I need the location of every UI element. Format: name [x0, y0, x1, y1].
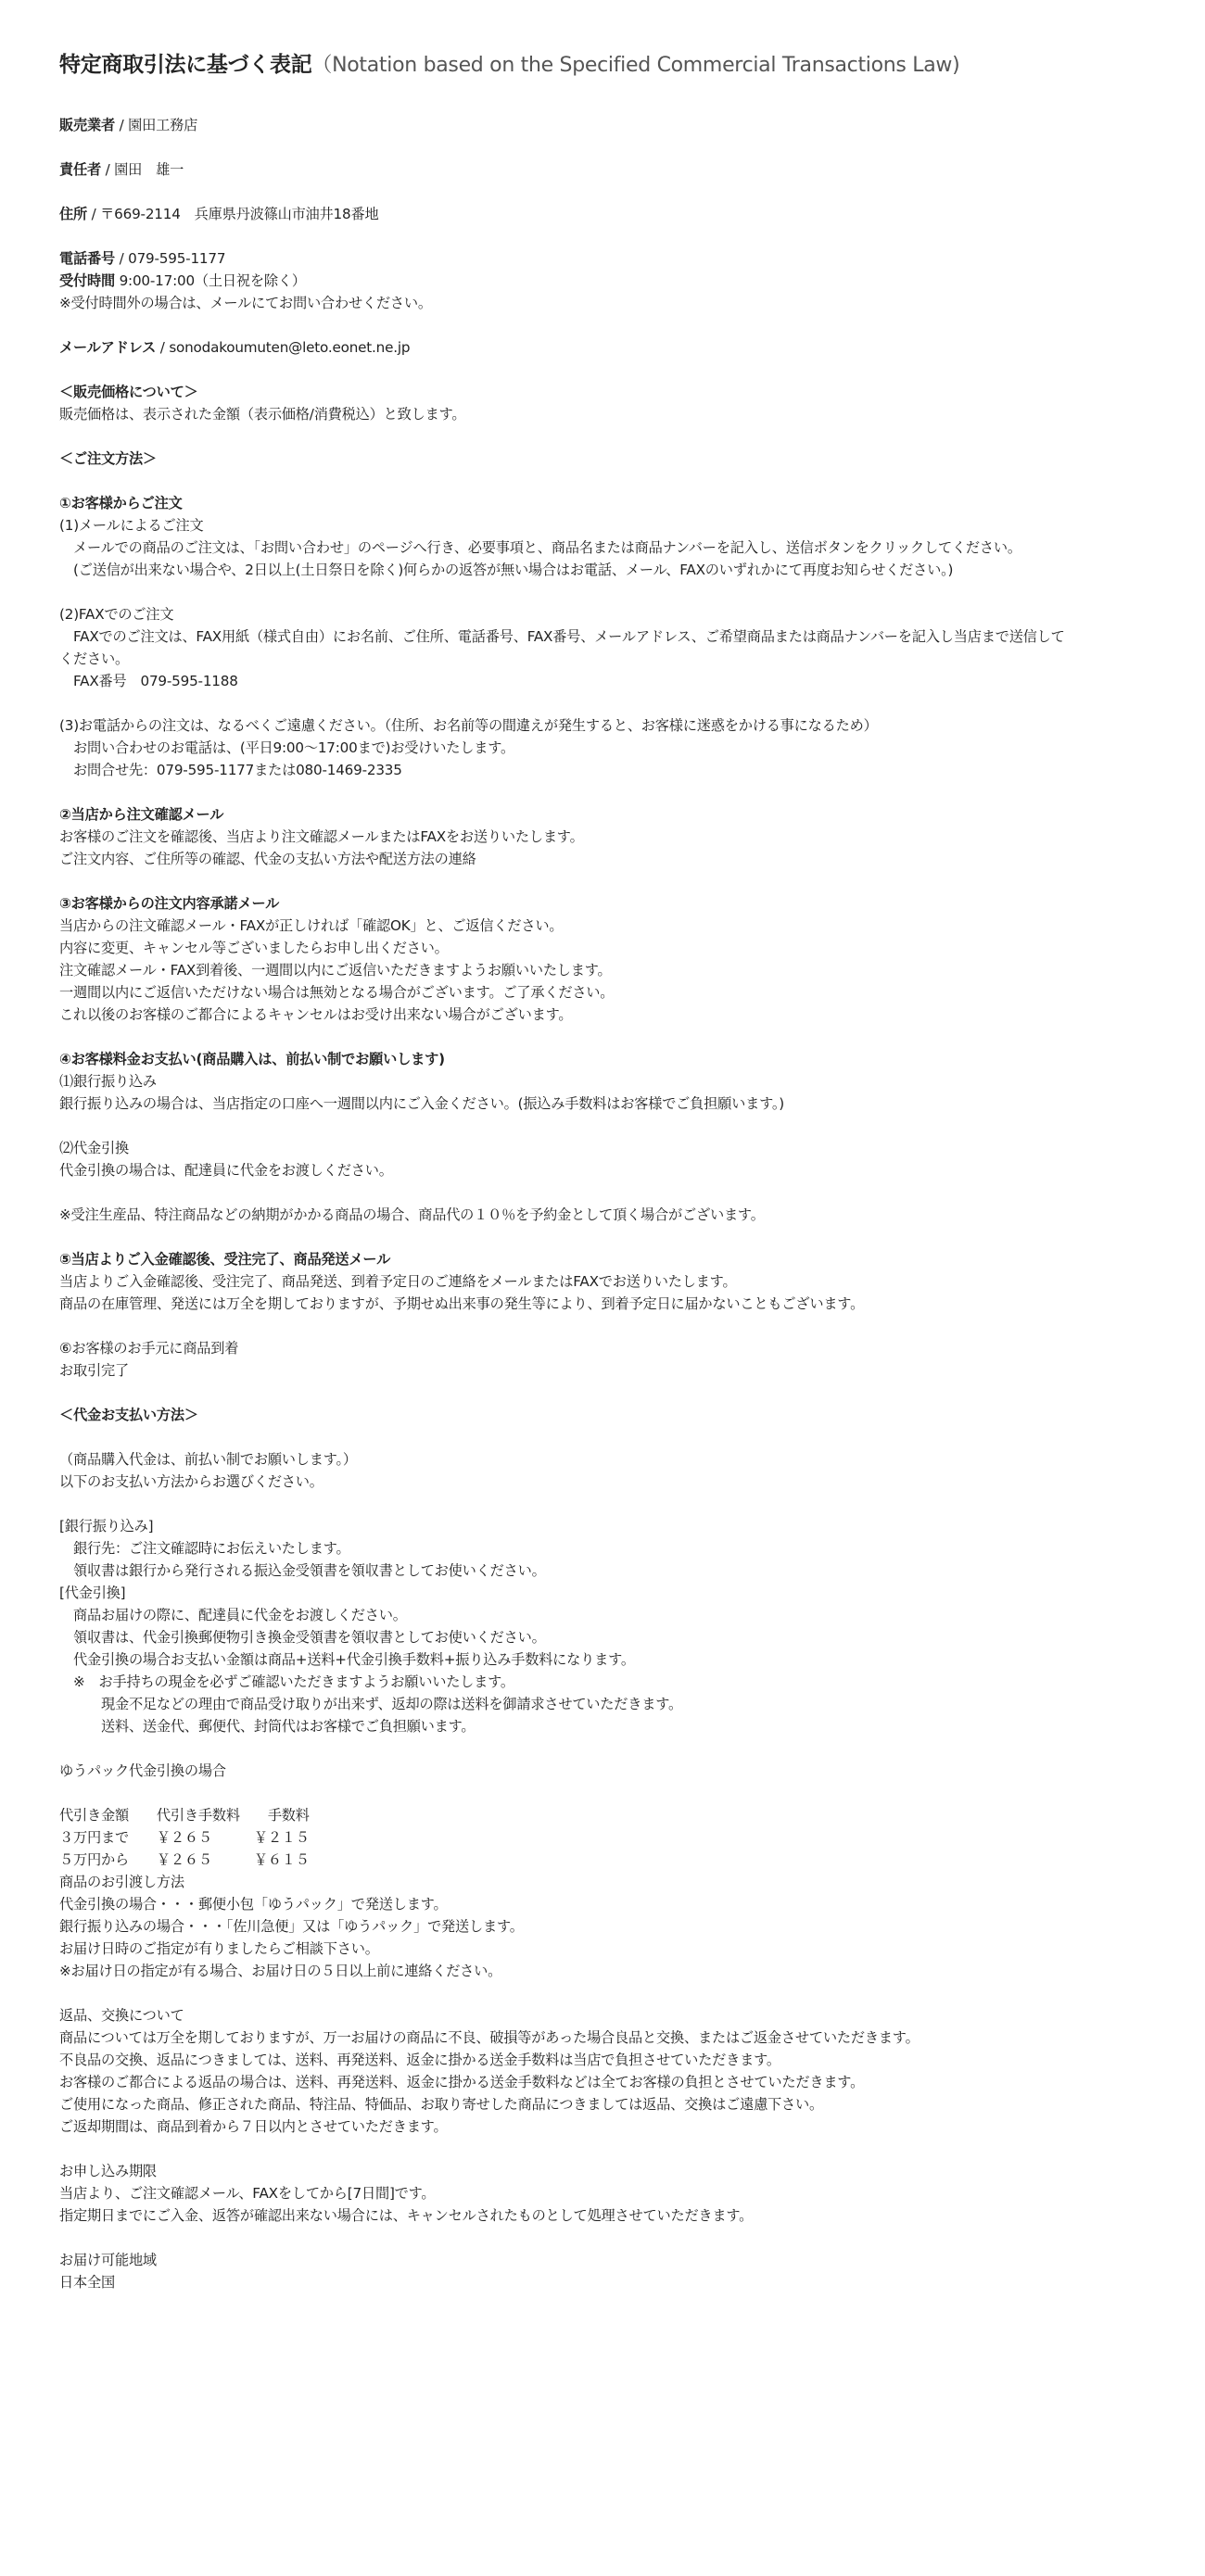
item-text: (2)FAXでのご注文 [59, 606, 174, 623]
text-line [59, 1204, 1153, 1226]
text-line [59, 1426, 1153, 1448]
item-text: （商品購入代金は、前払い制でお願いします。） [59, 1451, 357, 1468]
law-notation-page [59, 48, 1153, 2293]
text-line [59, 1159, 1153, 1181]
item-text: ⑵代金引換 [59, 1140, 129, 1156]
item-text: ご使用になった商品、修正された商品、特注品、特価品、お取り寄せした商品につきましては返品、交換はご遠慮下さい。 [59, 2096, 824, 2113]
text-line [59, 1938, 1153, 1960]
item-text: お届け日時のご指定が有りましたらご相談下さい。 [59, 1940, 379, 1957]
text-line [59, 1515, 1153, 1537]
text-line [59, 1471, 1153, 1493]
item-text: 銀行先：ご注文確認時にお伝えいたします。 [59, 1540, 350, 1557]
text-line [59, 2049, 1153, 2071]
item-label: ②当店から注文確認メール [59, 806, 224, 823]
text-line [59, 1671, 1153, 1693]
text-line [59, 1559, 1153, 1582]
item-label: メールアドレス [59, 339, 157, 356]
text-line [59, 314, 1153, 336]
notation-item [59, 448, 1153, 470]
item-label: ＜販売価格について＞ [59, 384, 198, 400]
item-text: ⑥お客様のお手元に商品到着 [59, 1340, 239, 1357]
notation-item [59, 336, 1153, 359]
text-line [59, 1137, 1153, 1159]
item-text: FAX番号 079-595-1188 [59, 673, 238, 689]
text-line [59, 559, 1153, 581]
text-line [59, 1315, 1153, 1337]
item-text: 返品、交換について [59, 2007, 184, 2024]
text-line [59, 2004, 1153, 2027]
item-text: [代金引換] [59, 1585, 126, 1601]
item-text: 内容に変更、キャンセル等ございましたらお申し出ください。 [59, 940, 449, 956]
text-line [59, 1782, 1153, 1804]
notation-item [59, 803, 1153, 826]
item-text: ⑴銀行振り込み [59, 1073, 157, 1090]
text-line [59, 1537, 1153, 1559]
text-line [59, 2160, 1153, 2182]
item-text: / sonodakoumuten@leto.eonet.ne.jp [156, 339, 411, 356]
text-line [59, 1226, 1153, 1248]
text-line [59, 915, 1153, 937]
text-line [59, 1115, 1153, 1137]
text-line [59, 870, 1153, 892]
item-text: 銀行振り込みの場合は、当店指定の口座へ一週間以内にご入金ください。(振込み手数料はお客様でご負担願います。) [59, 1095, 784, 1112]
text-line [59, 2227, 1153, 2249]
item-label: ⑤当店よりご入金確認後、受注完了、商品発送メール [59, 1251, 391, 1268]
item-text: 代金引換の場合お支払い金額は商品+送料+代金引換手数料+振り込み手数料になります。 [59, 1651, 635, 1668]
item-text: お届け可能地域 [59, 2252, 157, 2268]
text-line [59, 714, 1153, 737]
item-text: お取引完了 [59, 1362, 129, 1379]
item-text: ください。 [59, 650, 129, 667]
item-text: ※受付時間外の場合は、メールにてお問い合わせください。 [59, 295, 432, 311]
text-line [59, 537, 1153, 559]
text-line [59, 2204, 1153, 2227]
text-line [59, 1693, 1153, 1715]
item-text: 銀行振り込みの場合・・・「佐川急便」又は「ゆうパック」で発送します。 [59, 1918, 524, 1935]
text-line [59, 2271, 1153, 2293]
text-line [59, 826, 1153, 848]
item-text: 一週間以内にご返信いただけない場合は無効となる場合がございます。ご了承ください。 [59, 984, 615, 1001]
item-text: ご注文内容、ご住所等の確認、代金の支払い方法や配送方法の連絡 [59, 851, 476, 867]
item-text: 現金不足などの理由で商品受け取りが出来ず、返却の際は送料を御請求させていただきます。 [59, 1696, 683, 1712]
text-line [59, 1826, 1153, 1849]
item-text: / 079-595-1177 [114, 250, 226, 267]
notation-item [59, 1048, 1153, 1070]
text-line [59, 1337, 1153, 1359]
item-text: [銀行振り込み] [59, 1518, 154, 1534]
item-label: ＜ご注文方法＞ [59, 450, 157, 467]
text-line [59, 292, 1153, 314]
text-line [59, 1626, 1153, 1648]
item-text: 注文確認メール・FAX到着後、一週間以内にご返信いただきますようお願いいたします。 [59, 962, 612, 979]
item-text: お客様のご注文を確認後、当店より注文確認メールまたはFAXをお送りいたします。 [59, 828, 584, 845]
item-text: 送料、送金代、郵便代、封筒代はお客様でご負担願います。 [59, 1718, 476, 1735]
item-text: FAXでのご注文は、FAX用紙（様式自由）にお名前、ご住所、電話番号、FAX番号、メールアドレス、ご希望商品または商品ナンバーを記入し当店まで送信して [59, 628, 1065, 645]
item-label: 電話番号 [59, 250, 115, 267]
item-text: 領収書は、代金引換郵便物引き換金受領書を領収書としてお使いください。 [59, 1629, 546, 1646]
notation-body [59, 114, 1153, 2293]
text-line [59, 2138, 1153, 2160]
item-text: お客様のご都合による返品の場合は、送料、再発送料、返金に掛かる送金手数料などは全てお客様の負担とさせていただきます。 [59, 2074, 865, 2090]
notation-item [59, 203, 1153, 225]
text-line [59, 1648, 1153, 1671]
item-text: ５万円から ￥２６５ ￥６１５ [59, 1851, 310, 1868]
item-text: (ご送信が出来ない場合や、2日以上(土日祭日を除く)何らかの返答が無い場合はお電話、メール、FAXのいずれかにて再度お知らせください。) [59, 562, 954, 578]
text-line [59, 1804, 1153, 1826]
item-text: 日本全国 [59, 2274, 115, 2291]
text-line [59, 1893, 1153, 1915]
text-line [59, 514, 1153, 537]
page-title [59, 48, 1153, 82]
item-text: 不良品の交換、返品につきましては、送料、再発送料、返金に掛かる送金手数料は当店で負担させていただきます。 [59, 2052, 780, 2068]
item-text: ご返却期間は、商品到着から７日以内とさせていただきます。 [59, 2118, 448, 2135]
text-line [59, 937, 1153, 959]
item-label: 販売業者 [59, 117, 115, 133]
notation-item [59, 270, 1153, 292]
item-text: ３万円まで ￥２６５ ￥２１５ [59, 1829, 310, 1846]
item-text: / 園田 雄一 [100, 161, 184, 178]
text-line [59, 1915, 1153, 1938]
text-line [59, 1737, 1153, 1760]
item-text: お問い合わせのお電話は、(平日9:00〜17:00まで)お受けいたします。 [59, 739, 514, 756]
text-line [59, 1359, 1153, 1382]
item-text: 商品については万全を期しておりますが、万一お届けの商品に不良、破損等があった場合良品と交換、またはご返金させていただきます。 [59, 2029, 920, 2046]
notation-item [59, 1404, 1153, 1426]
item-text: 当店からの注文確認メール・FAXが正しければ「確認OK」と、ご返信ください。 [59, 917, 564, 934]
item-text: / 園田工務店 [114, 117, 198, 133]
page-title-main: 特定商取引法に基づく表記 [59, 53, 312, 77]
text-line [59, 359, 1153, 381]
text-line [59, 581, 1153, 603]
item-text: / 〒669-2114 兵庫県丹波篠山市油井18番地 [86, 206, 379, 222]
text-line [59, 225, 1153, 247]
text-line [59, 425, 1153, 448]
text-line [59, 1604, 1153, 1626]
text-line [59, 1004, 1153, 1026]
text-line [59, 1960, 1153, 1982]
item-label: 責任者 [59, 161, 101, 178]
item-label: 住所 [59, 206, 87, 222]
notation-item [59, 492, 1153, 514]
item-text: 以下のお支払い方法からお選びください。 [59, 1473, 323, 1490]
text-line [59, 1293, 1153, 1315]
item-text: 商品の在庫管理、発送には万全を期しておりますが、予期せぬ出来事の発生等により、到着予定日に届かないこともございます。 [59, 1295, 865, 1312]
notation-item [59, 114, 1153, 136]
notation-item [59, 158, 1153, 181]
item-text: 代引き金額 代引き手数料 手数料 [59, 1807, 310, 1824]
text-line [59, 959, 1153, 981]
item-text: 商品のお引渡し方法 [59, 1874, 184, 1890]
text-line [59, 1982, 1153, 2004]
text-line [59, 2071, 1153, 2093]
item-text: 9:00-17:00（土日祝を除く） [114, 272, 306, 289]
item-label: ＜代金お支払い方法＞ [59, 1407, 198, 1423]
text-line [59, 692, 1153, 714]
item-text: ※お届け日の指定が有る場合、お届け日の５日以上前に連絡ください。 [59, 1963, 502, 1979]
text-line [59, 2093, 1153, 2115]
text-line [59, 1092, 1153, 1115]
item-label: ③お客様からの注文内容承諾メール [59, 895, 280, 912]
item-text: ※受注生産品、特注商品などの納期がかかる商品の場合、商品代の１０％を予約金として頂く場合がございます。 [59, 1206, 765, 1223]
item-text: これ以後のお客様のご都合によるキャンセルはお受け出来ない場合がございます。 [59, 1006, 573, 1023]
notation-item [59, 1248, 1153, 1270]
text-line [59, 625, 1153, 648]
item-text: (1)メールによるご注文 [59, 517, 204, 534]
text-line [59, 759, 1153, 781]
notation-item [59, 247, 1153, 270]
text-line [59, 1849, 1153, 1871]
text-line [59, 403, 1153, 425]
text-line [59, 470, 1153, 492]
item-text: 指定期日までにご入金、返答が確認出来ない場合には、キャンセルされたものとして処理させていただきます。 [59, 2207, 754, 2224]
text-line [59, 1871, 1153, 1893]
item-text: 代金引換の場合・・・郵便小包「ゆうパック」で発送します。 [59, 1896, 448, 1913]
text-line [59, 1181, 1153, 1204]
text-line [59, 781, 1153, 803]
text-line [59, 1270, 1153, 1293]
item-text: お申し込み期限 [59, 2163, 157, 2179]
item-label: 受付時間 [59, 272, 115, 289]
notation-item [59, 381, 1153, 403]
text-line [59, 1582, 1153, 1604]
item-text: ※ お手持ちの現金を必ずご確認いただきますようお願いいたします。 [59, 1673, 514, 1690]
item-text: 商品お届けの際に、配達員に代金をお渡しください。 [59, 1607, 407, 1623]
item-text: メールでの商品のご注文は、「お問い合わせ」のページへ行き、必要事項と、商品名または商品ナンバーを記入し、送信ボタンをクリックしてください。 [59, 539, 1021, 556]
text-line [59, 603, 1153, 625]
text-line [59, 737, 1153, 759]
text-line [59, 136, 1153, 158]
item-text: お問合せ先：079-595-1177または080-1469-2335 [59, 762, 402, 778]
item-text: 当店よりご入金確認後、受注完了、商品発送、到着予定日のご連絡をメールまたはFAXでお送りいたします。 [59, 1273, 737, 1290]
text-line [59, 1026, 1153, 1048]
text-line [59, 1715, 1153, 1737]
item-text: 当店より、ご注文確認メール、FAXをしてから[7日間]です。 [59, 2185, 436, 2202]
text-line [59, 2115, 1153, 2138]
text-line [59, 2027, 1153, 2049]
text-line [59, 1493, 1153, 1515]
item-text: 領収書は銀行から発行される振込金受領書を領収書としてお使いください。 [59, 1562, 546, 1579]
item-text: 代金引換の場合は、配達員に代金をお渡しください。 [59, 1162, 393, 1179]
text-line [59, 181, 1153, 203]
item-text: (3)お電話からの注文は、なるべくご遠慮ください。（住所、お名前等の間違えが発生すると、お客様に迷惑をかける事になるため） [59, 717, 878, 734]
text-line [59, 1448, 1153, 1471]
text-line [59, 848, 1153, 870]
item-label: ④お客様料金お支払い(商品購入は、前払い制でお願いします) [59, 1051, 445, 1067]
item-text: 販売価格は、表示された金額（表示価格/消費税込）と致します。 [59, 406, 466, 423]
text-line [59, 1382, 1153, 1404]
text-line [59, 1070, 1153, 1092]
notation-item [59, 892, 1153, 915]
text-line [59, 2249, 1153, 2271]
item-text: ゆうパック代金引換の場合 [59, 1762, 226, 1779]
text-line [59, 648, 1153, 670]
page-title-sub: （Notation based on the Specified Commercial Transactions Law) [311, 54, 960, 77]
text-line [59, 981, 1153, 1004]
item-label: ①お客様からご注文 [59, 495, 183, 511]
text-line [59, 1760, 1153, 1782]
text-line [59, 2182, 1153, 2204]
text-line [59, 670, 1153, 692]
